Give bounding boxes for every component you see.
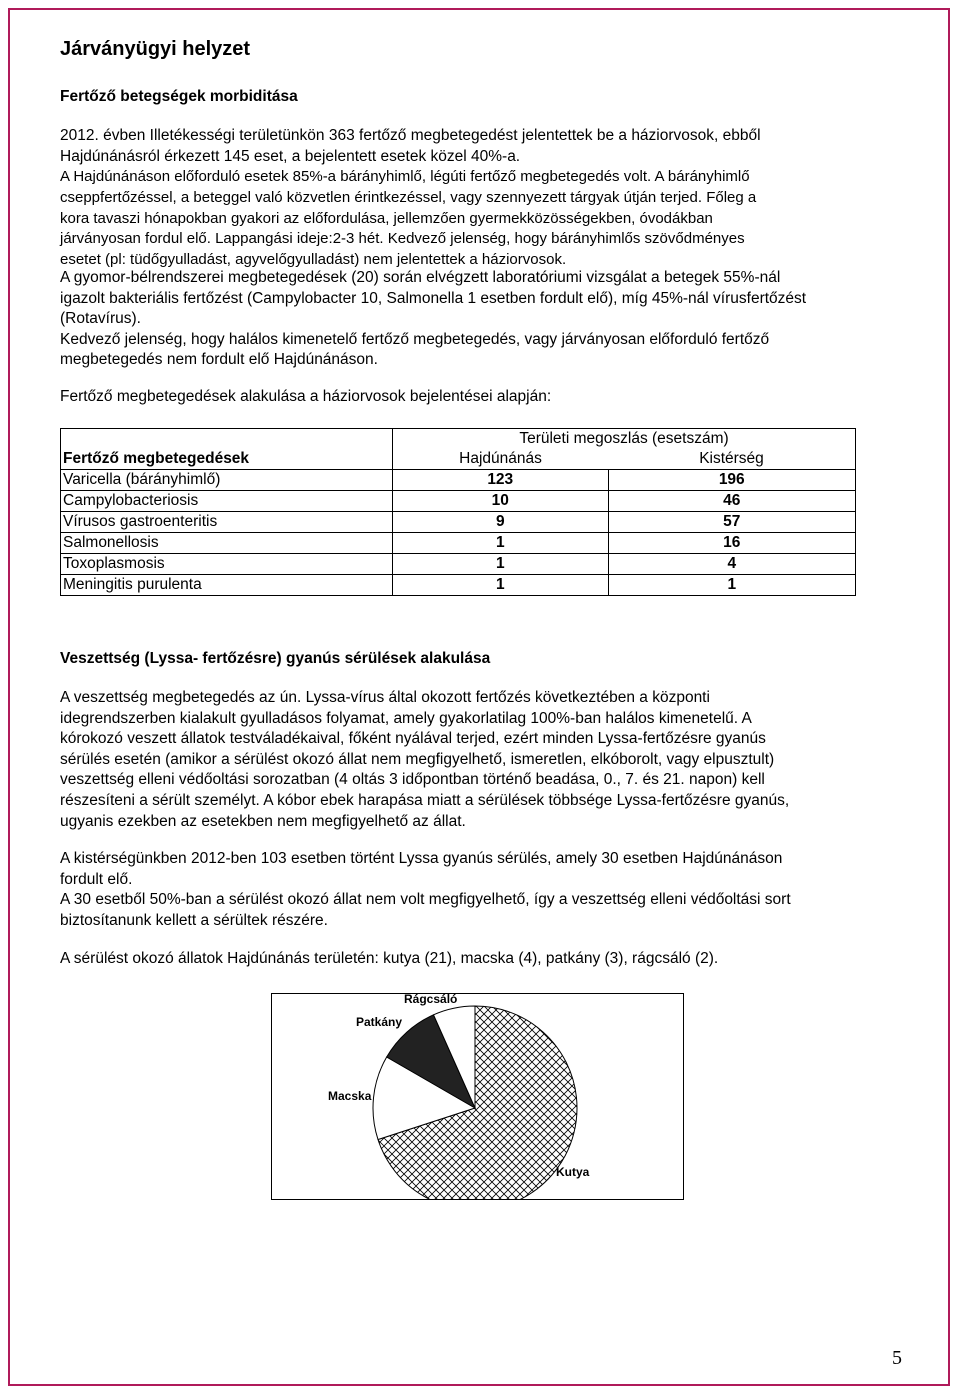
cell-kisterseg: 46 (608, 491, 856, 512)
table-row (61, 533, 856, 554)
pie-label-ragcsalo: Rágcsáló (404, 992, 458, 1006)
text-line: 2012. évben Illetékességi területünkön 363 fertőző megbetegedést jelentettek be a háziorvosok, ebből (60, 127, 761, 144)
text-line: (Rotavírus). (60, 310, 141, 328)
text-line: idegrendszerben kialakult gyulladásos folyamat, amely gyakorlatilag 100%-ban halálos kimenetelű. A (60, 709, 752, 727)
text-line: Hajdúnánásról érkezett 145 eset, a bejelentett esetek közel 40%-a. (60, 147, 521, 165)
text-line: kórokozó veszett állatok testváladékaival, főként nyálával terjed, ezért minden Lyssa-fertőzésre gyanús (60, 730, 766, 748)
paragraph-rabies-cases (60, 849, 902, 931)
cell-disease: Meningitis purulenta (61, 575, 393, 596)
pie-label-patkany: Patkány (356, 1015, 403, 1029)
text-line: A 30 esetből 50%-ban a sérülést okozó állat nem volt megfigyelhető, így a veszettség elleni védőoltási sort (60, 891, 791, 909)
section-heading-morbidity: Fertőző betegségek morbiditása (60, 88, 298, 105)
page-title: Járványügyi helyzet (60, 38, 251, 60)
paragraph-animals: A sérülést okozó állatok Hajdúnánás területén: kutya (21), macska (4), patkány (3), rágcsáló (2). (60, 950, 719, 967)
paragraph-gastro (60, 268, 902, 371)
text-line: cseppfertőzéssel, a beteggel való közvetlen érintkezéssel, vagy szennyezett tárgyak útján terjed. Főleg a (60, 188, 757, 206)
infections-table (60, 428, 856, 596)
pie-label-kutya: Kutya (556, 1165, 590, 1179)
pie-label-macska: Macska (328, 1089, 372, 1103)
cell-disease: Toxoplasmosis (61, 554, 393, 575)
text-line: A veszettség megbetegedés az ún. Lyssa-vírus által okozott fertőzés következtében a központi (60, 689, 710, 706)
header-disease: Fertőző megbetegedések (61, 429, 393, 470)
cell-disease: Vírusos gastroenteritis (61, 512, 393, 533)
cell-hajdunanas: 10 (393, 491, 609, 512)
cell-disease: Varicella (bárányhimlő) (61, 470, 393, 491)
text-line: veszettség elleni védőoltási sorozatban (4 oltás 3 időpontban történő beadása, 0., 7. és 21. napon) kell (60, 771, 765, 789)
cell-disease: Salmonellosis (61, 533, 393, 554)
table-row (61, 512, 856, 533)
table-row (61, 470, 856, 491)
table-header-row (61, 429, 856, 450)
text-line: Kedvező jelenség, hogy halálos kimenetelő fertőző megbetegedés, vagy járványosan előforduló fertőző (60, 330, 770, 348)
cell-hajdunanas: 123 (393, 470, 609, 491)
table-row (61, 575, 856, 596)
table-row (61, 491, 856, 512)
text-line: részesíteni a sérült személyt. A kóbor ebek harapása miatt a sérülések többsége Lyssa-fertőzésre gyanús, (60, 791, 790, 809)
cell-disease: Campylobacteriosis (61, 491, 393, 512)
cell-hajdunanas: 9 (393, 512, 609, 533)
text-line: sérülés esetén (amikor a sérülést okozó állat nem megfigyelhető, ismeretlen, elkóborolt, vagy elpusztult) (60, 750, 775, 768)
header-group: Területi megoszlás (esetszám) (393, 429, 856, 450)
table-row (61, 554, 856, 575)
cell-kisterseg: 1 (608, 575, 856, 596)
text-line: fordult elő. (60, 870, 133, 888)
cell-hajdunanas: 1 (393, 554, 609, 575)
text-line: esetet (pl: tüdőgyulladást, agyvelőgyulladást) nem jelentettek a háziorvosok. (60, 251, 567, 269)
text-line: A Hajdúnánáson előforduló esetek 85%-a bárányhimlő, légúti fertőző megbetegedés volt. A bárányhimlő (60, 168, 750, 185)
text-line: kora tavaszi hónapokban gyakori az előfordulása, jellemzően gyermekközösségekben, óvodákban (60, 209, 713, 227)
text-line: igazolt bakteriális fertőzést (Campylobacter 10, Salmonella 1 esetben fordult elő), míg 45%-nál vírusfertőzést (60, 289, 807, 307)
cell-kisterseg: 196 (608, 470, 856, 491)
text-line: járványosan fordul elő. Lappangási ideje:2-3 hét. Kedvező jelenség, hogy bárányhimlős szövődményes (60, 230, 745, 248)
text-line: megbetegedés nem fordult elő Hajdúnánáson. (60, 351, 378, 369)
section-heading-rabies: Veszettség (Lyssa- fertőzésre) gyanús sérülések alakulása (60, 650, 491, 667)
text-line: biztosítanunk kellett a sérültek részére. (60, 911, 328, 929)
header-hajdunanas: Hajdúnánás (393, 449, 609, 470)
text-line: ugyanis ezekben az esetekben nem megfigyelhető az állat. (60, 812, 466, 830)
paragraph-rabies-definition (60, 688, 902, 832)
text-line: A gyomor-bélrendszerei megbetegedések (20) során elvégzett laboratóriumi vizsgálat a betegek 55%-nál (60, 269, 781, 286)
table-caption: Fertőző megbetegedések alakulása a háziorvosok bejelentései alapján: (60, 388, 552, 405)
text-line: A kistérségünkben 2012-ben 103 esetben történt Lyssa gyanús sérülés, amely 30 esetben Hajdúnánáson (60, 850, 783, 867)
cell-kisterseg: 16 (608, 533, 856, 554)
cell-kisterseg: 4 (608, 554, 856, 575)
cell-hajdunanas: 1 (393, 533, 609, 554)
paragraph-cases-intro (60, 126, 902, 167)
page-number: 5 (892, 1347, 902, 1369)
cell-kisterseg: 57 (608, 512, 856, 533)
header-kisterseg: Kistérség (608, 449, 856, 470)
cell-hajdunanas: 1 (393, 575, 609, 596)
paragraph-varicella (60, 167, 902, 271)
